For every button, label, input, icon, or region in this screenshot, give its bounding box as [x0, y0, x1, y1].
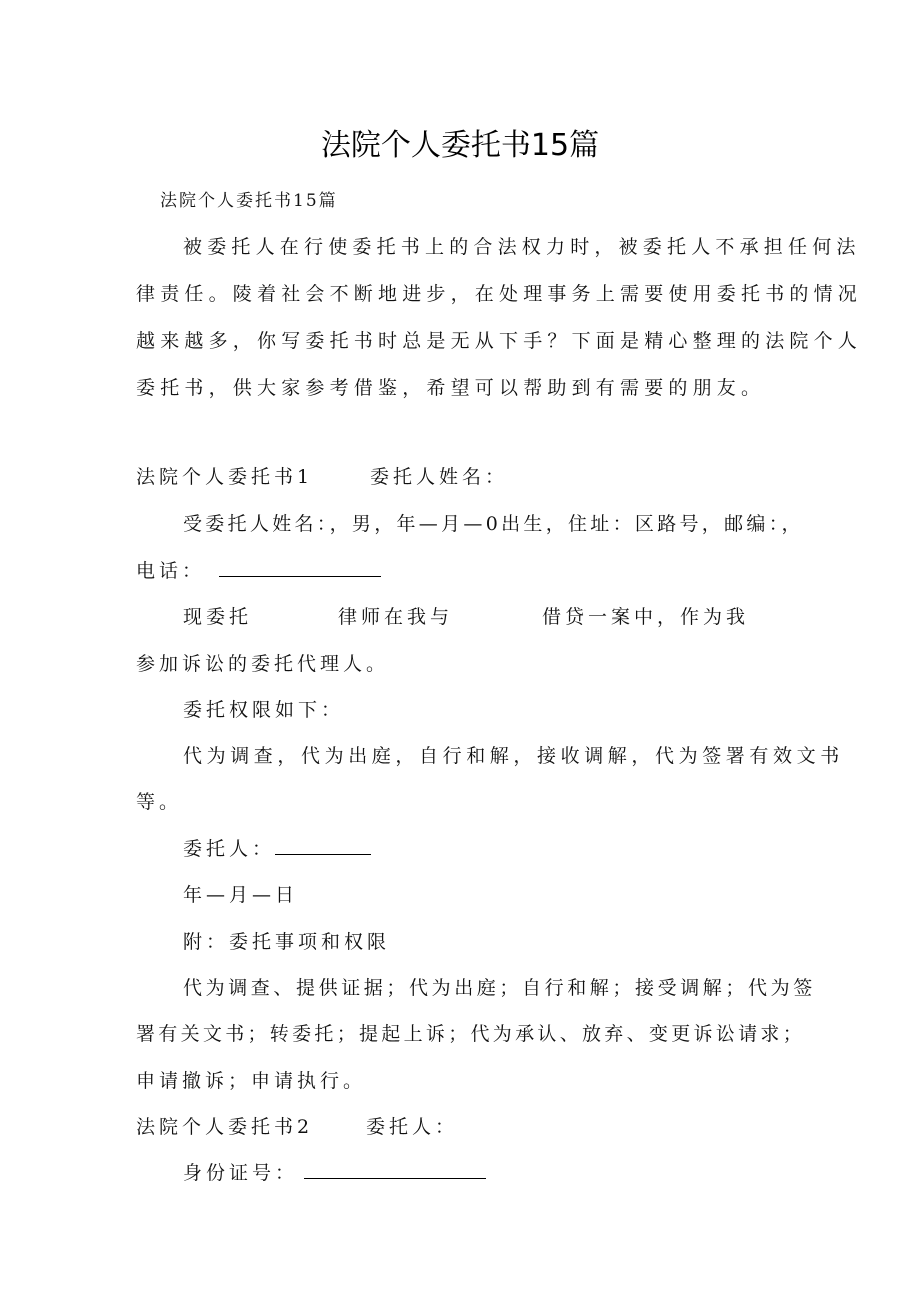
entrust-part-a: 现委托: [183, 606, 253, 628]
scope-line-1: 代为调查，代为出庭，自行和解，接收调解，代为签署有效文书: [183, 745, 844, 767]
appendix-line-2: 署有关文书；转委托；提起上诉；代为承认、放弃、变更诉讼请求；: [136, 1023, 806, 1045]
signer-row: [183, 834, 371, 861]
document-subtitle: 法院个人委托书15篇: [160, 191, 338, 211]
appendix-line-1: 代为调查、提供证据；代为出庭；自行和解；接受调解；代为签: [183, 977, 816, 999]
letter1-heading: 法院个人委托书1: [136, 466, 314, 488]
signer-blank: [275, 836, 371, 855]
id-row: [183, 1158, 486, 1185]
intro-line-3: 越来越多，你写委托书时总是无从下手？下面是精心整理的法院个人: [136, 330, 863, 352]
phone-blank: [219, 558, 381, 577]
appendix-title: 附：委托事项和权限: [183, 931, 391, 953]
entrust-part-d: 参加诉讼的委托代理人。: [136, 653, 390, 675]
signer-label: 委托人：: [183, 838, 276, 860]
letter1-agent-line: 受委托人姓名：，男，年—月—0出生，住址：区路号，邮编：，: [183, 513, 804, 535]
intro-line-4: 委托书，供大家参考借鉴，希望可以帮助到有需要的朋友。: [136, 377, 766, 399]
letter1-client-label: 委托人姓名：: [370, 466, 509, 488]
phone-label: 电话：: [136, 560, 206, 582]
document-title: 法院个人委托书15篇: [320, 128, 600, 163]
id-label: 身份证号：: [183, 1162, 299, 1184]
letter2-heading: 法院个人委托书2: [136, 1116, 314, 1138]
scope-line-2: 等。: [136, 791, 183, 813]
entrust-part-c: 借贷一案中，作为我: [542, 606, 750, 628]
letter2-client-label: 委托人：: [366, 1116, 459, 1138]
entrust-part-b: 律师在我与: [338, 606, 454, 628]
date-line: 年—月—日: [183, 884, 299, 906]
scope-label: 委托权限如下：: [183, 699, 345, 721]
id-blank: [304, 1160, 486, 1179]
letter1-phone-row: [136, 556, 381, 583]
intro-line-2: 律责任。陵着社会不断地进步，在处理事务上需要使用委托书的情况: [136, 283, 863, 305]
appendix-line-3: 申请撤诉；申请执行。: [136, 1070, 367, 1092]
intro-line-1: 被委托人在行使委托书上的合法权力时，被委托人不承担任何法: [183, 236, 861, 258]
